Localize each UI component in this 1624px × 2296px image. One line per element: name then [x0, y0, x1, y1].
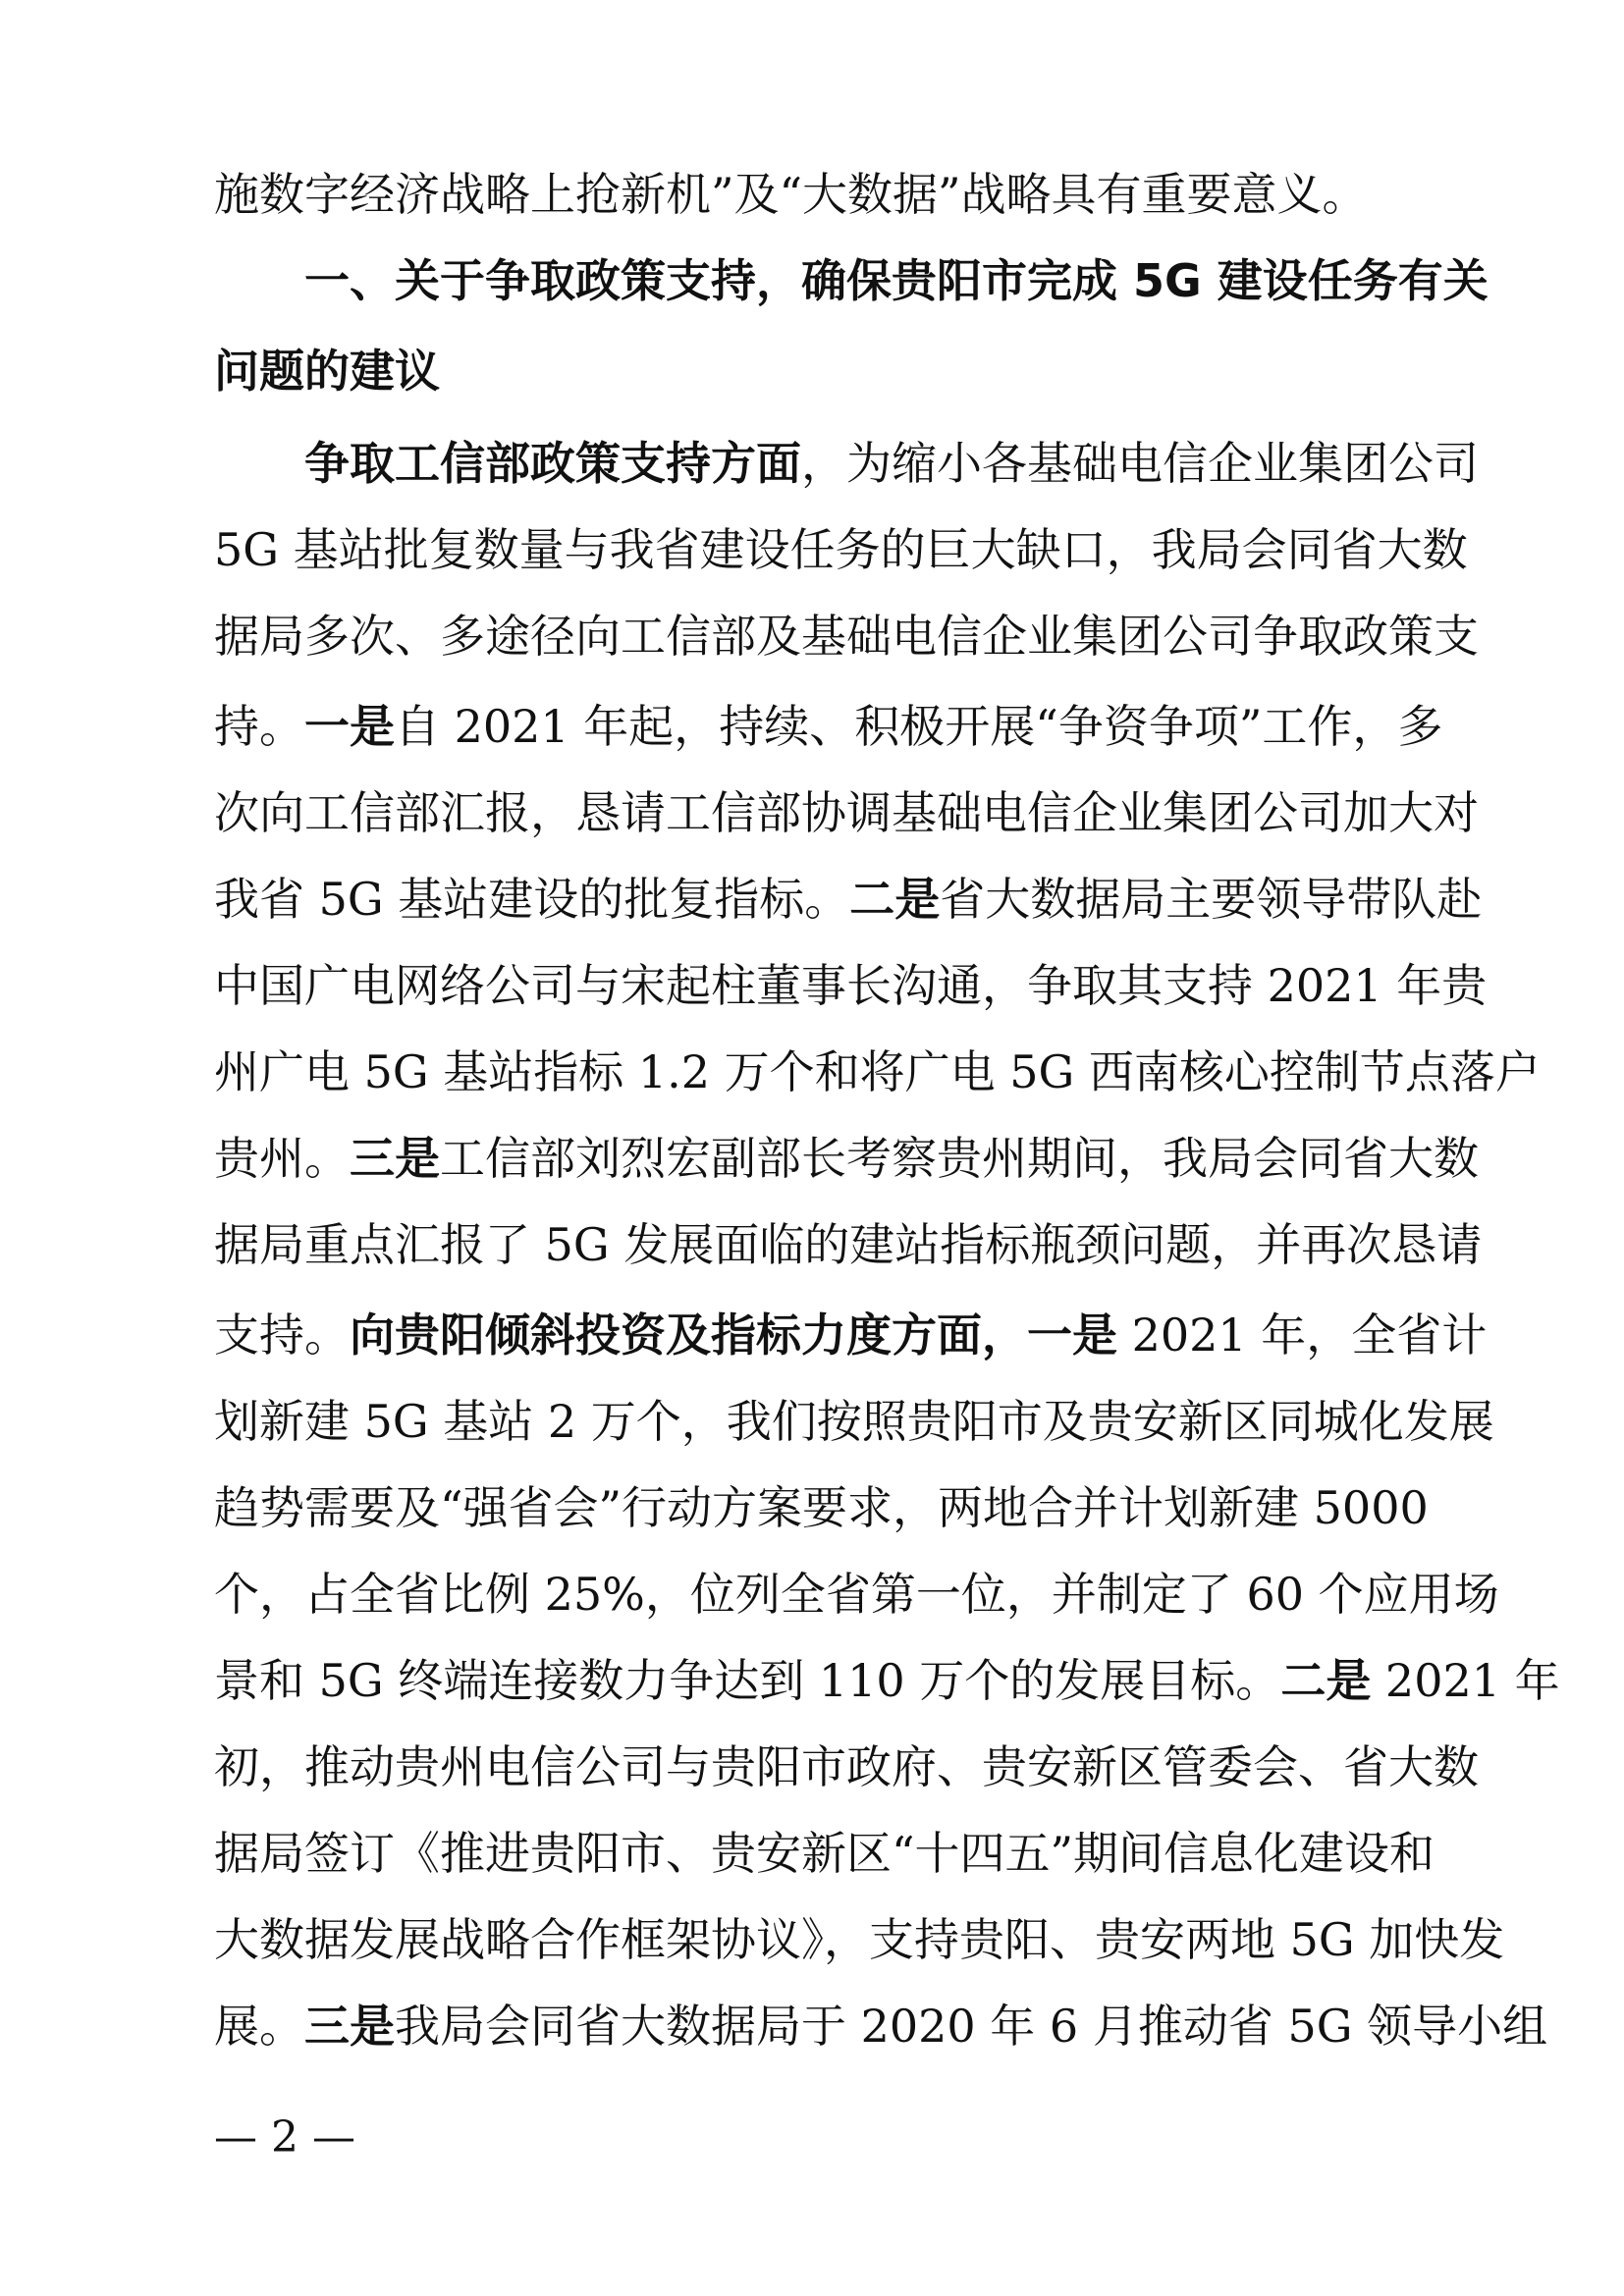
text-line [214, 774, 1479, 852]
text-run: 5G 基站批复数量与我省建设任务的巨大缺口，我局会同省大数 [214, 523, 1468, 576]
text-line [214, 332, 1422, 410]
text-run: 展。 [214, 2000, 304, 2053]
text-run: 州广电 5G 基站指标 1.2 万个和将广电 5G 西南核心控制节点落户 [214, 1045, 1541, 1098]
text-line [214, 1900, 1505, 1979]
text-run: 贵州。 [214, 1132, 350, 1185]
text-line [304, 424, 1479, 503]
text-line [214, 155, 1422, 234]
text-run: 趋势需要及“强省会”行动方案要求，两地合并计划新建 5000 [214, 1481, 1429, 1534]
bold-text-run: 一、关于争取政策支持，确保贵阳市完成 5G 建设任务有关 [304, 254, 1489, 307]
text-line [214, 1382, 1494, 1461]
text-run: 支持。 [214, 1308, 350, 1362]
text-line [214, 946, 1488, 1025]
text-run: 据局多次、多途径向工信部及基础电信企业集团公司争取政策支 [214, 610, 1479, 663]
page-number: — 2 — [214, 2112, 355, 2163]
text-run: 持。 [214, 700, 304, 753]
text-line [214, 1296, 1488, 1374]
text-run: 施数字经济战略上抢新机”及“大数据”战略具有重要意义。 [214, 168, 1368, 221]
text-run: 自 2021 年起，持续、积极开展“争资争项”工作，多 [395, 700, 1443, 753]
text-line [214, 597, 1479, 675]
bold-text-run: 三是 [350, 1132, 440, 1185]
text-run: 初，推动贵州电信公司与贵阳市政府、贵安新区管委会、省大数 [214, 1740, 1479, 1793]
text-line [214, 510, 1468, 589]
text-line [214, 1033, 1541, 1111]
text-line [214, 1987, 1548, 2065]
text-run: 我局会同省大数据局于 2020 年 6 月推动省 5G 领导小组 [395, 2000, 1548, 2053]
text-line [214, 1555, 1499, 1633]
text-line [214, 687, 1443, 766]
text-run: 2021 年，全省计 [1117, 1308, 1488, 1362]
text-run: 景和 5G 终端连接数力争达到 110 万个的发展目标。 [214, 1654, 1281, 1707]
text-line [214, 1728, 1479, 1806]
text-run: 划新建 5G 基站 2 万个，我们按照贵阳市及贵安新区同城化发展 [214, 1395, 1494, 1448]
text-line [214, 1119, 1479, 1198]
bold-text-run: 向贵阳倾斜投资及指标力度方面，一是 [350, 1308, 1117, 1362]
bold-text-run: 问题的建议 [214, 345, 440, 398]
text-line [214, 1814, 1435, 1893]
text-run: 中国广电网络公司与宋起柱董事长沟通，争取其支持 2021 年贵 [214, 959, 1488, 1012]
text-run: 我省 5G 基站建设的批复指标。 [214, 873, 850, 926]
bold-text-run: 一是 [304, 700, 395, 753]
text-line [214, 860, 1483, 938]
text-run: 据局重点汇报了 5G 发展面临的建站指标瓶颈问题，并再次恳请 [214, 1218, 1483, 1271]
text-line [304, 241, 1489, 320]
text-run: 2021 年 [1371, 1654, 1560, 1707]
bold-text-run: 争取工信部政策支持方面 [304, 437, 801, 490]
text-line [214, 1641, 1560, 1720]
bold-text-run: 三是 [304, 2000, 395, 2053]
bold-text-run: 二是 [1280, 1654, 1372, 1707]
text-run: 工信部刘烈宏副部长考察贵州期间，我局会同省大数 [440, 1132, 1479, 1185]
text-run: 据局签订《推进贵阳市、贵安新区“十四五”期间信息化建设和 [214, 1827, 1435, 1880]
text-run: 省大数据局主要领导带队赴 [940, 873, 1483, 926]
text-run: 次向工信部汇报，恳请工信部协调基础电信企业集团公司加大对 [214, 786, 1479, 839]
text-run: 个，占全省比例 25%，位列全省第一位，并制定了 60 个应用场 [214, 1568, 1499, 1621]
bold-text-run: 二是 [849, 873, 941, 926]
text-run: ，为缩小各基础电信企业集团公司 [801, 437, 1479, 490]
text-line [214, 1468, 1429, 1547]
text-line [214, 1205, 1483, 1284]
text-run: 大数据发展战略合作框架协议》，支持贵阳、贵安两地 5G 加快发 [214, 1913, 1505, 1966]
